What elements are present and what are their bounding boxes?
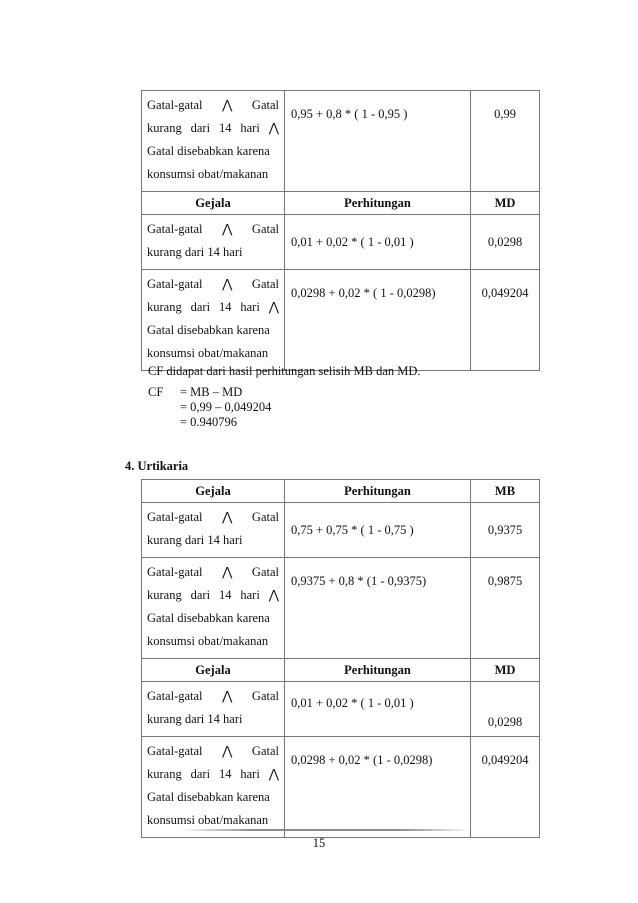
symptom-text: Gatal-gatal: [147, 98, 203, 112]
and-symbol: ⋀: [222, 744, 233, 758]
and-symbol: ⋀: [222, 98, 233, 112]
and-symbol: ⋀: [222, 689, 233, 703]
symptom-text: 14: [218, 300, 232, 314]
table-row: [142, 215, 540, 270]
header-gejala: Gejala: [142, 659, 285, 682]
and-symbol: ⋀: [268, 300, 279, 314]
and-symbol: ⋀: [222, 565, 233, 579]
table-header: [142, 192, 540, 215]
symptom-text: hari: [240, 767, 260, 781]
symptom-cell: [142, 558, 285, 659]
calc-cell: 0,9375 + 0,8 * (1 - 0,9375): [285, 558, 471, 659]
symptom-text: 14: [218, 121, 232, 135]
symptom-text: dari: [190, 121, 211, 135]
calc-cell: 0,75 + 0,75 * ( 1 - 0,75 ): [285, 503, 471, 558]
table-row: [142, 91, 540, 192]
table-header: [142, 480, 540, 503]
symptom-text: kurang: [147, 121, 182, 135]
symptom-cell: [142, 91, 285, 192]
symptom-text: Gatal: [251, 222, 279, 236]
symptom-text: Gatal disebabkan karena: [147, 611, 270, 625]
symptom-text: dari: [190, 300, 211, 314]
footer-divider: [180, 829, 472, 831]
symptom-text: Gatal: [251, 277, 279, 291]
cf-intro: CF didapat dari hasil perhitungan selisih MB dan MD.: [148, 364, 421, 378]
value-cell: 0,0298: [471, 682, 540, 737]
header-gejala: Gejala: [142, 192, 285, 215]
header-perhitungan: Perhitungan: [285, 192, 471, 215]
symptom-cell: [142, 682, 285, 737]
symptom-text: kurang: [147, 588, 182, 602]
page-number: 15: [312, 836, 326, 850]
header-md: MD: [471, 659, 540, 682]
symptom-text: konsumsi obat/makanan: [147, 634, 269, 648]
symptom-text: Gatal disebabkan karena: [147, 323, 270, 337]
header-gejala: Gejala: [142, 480, 285, 503]
table-header: [142, 659, 540, 682]
table-row: [142, 270, 540, 371]
header-mb: MB: [471, 480, 540, 503]
and-symbol: ⋀: [222, 222, 233, 236]
header-perhitungan: Perhitungan: [285, 480, 471, 503]
symptom-text: hari: [240, 121, 260, 135]
calc-cell: 0,0298 + 0,02 * (1 - 0,0298): [285, 737, 471, 838]
calc-cell: 0,95 + 0,8 * ( 1 - 0,95 ): [285, 91, 471, 192]
calc-cell: 0,0298 + 0,02 * ( 1 - 0,0298): [285, 270, 471, 371]
symptom-text: Gatal: [251, 565, 279, 579]
symptom-text: hari: [240, 300, 260, 314]
cf-line: = MB – MD: [180, 385, 243, 399]
table-row: [142, 503, 540, 558]
symptom-text: kurang: [147, 767, 182, 781]
symptom-cell: [142, 215, 285, 270]
cf-line: = 0,99 – 0,049204: [180, 400, 272, 414]
cf-label: CF: [148, 385, 164, 399]
header-md: MD: [471, 192, 540, 215]
header-perhitungan: Perhitungan: [285, 659, 471, 682]
symptom-text: hari: [240, 588, 260, 602]
symptom-text: 14: [218, 588, 232, 602]
value-cell: 0,049204: [471, 737, 540, 838]
symptom-cell: [142, 270, 285, 371]
symptom-text: kurang dari 14 hari: [147, 245, 243, 259]
symptom-text: Gatal: [251, 689, 279, 703]
table-row: [142, 558, 540, 659]
symptom-text: 14: [218, 767, 232, 781]
symptom-text: Gatal-gatal: [147, 277, 203, 291]
symptom-text: kurang dari 14 hari: [147, 712, 243, 726]
table-row: [142, 682, 540, 737]
calc-cell: 0,01 + 0,02 * ( 1 - 0,01 ): [285, 215, 471, 270]
and-symbol: ⋀: [268, 121, 279, 135]
symptom-text: Gatal disebabkan karena: [147, 144, 270, 158]
and-symbol: ⋀: [222, 510, 233, 524]
symptom-text: kurang dari 14 hari: [147, 533, 243, 547]
symptom-text: Gatal-gatal: [147, 565, 203, 579]
symptom-text: kurang: [147, 300, 182, 314]
symptom-text: Gatal-gatal: [147, 689, 203, 703]
and-symbol: ⋀: [268, 588, 279, 602]
symptom-cell: [142, 503, 285, 558]
symptom-text: dari: [190, 767, 211, 781]
urtikaria-table: [141, 479, 540, 838]
symptom-text: Gatal-gatal: [147, 510, 203, 524]
value-cell: 0,9875: [471, 558, 540, 659]
value-cell: 0,99: [471, 91, 540, 192]
symptom-text: konsumsi obat/makanan: [147, 167, 269, 181]
symptom-text: Gatal: [251, 98, 279, 112]
symptom-text: konsumsi obat/makanan: [147, 813, 269, 827]
and-symbol: ⋀: [268, 767, 279, 781]
symptom-text: konsumsi obat/makanan: [147, 346, 269, 360]
md-table-1: [141, 90, 540, 371]
symptom-text: Gatal disebabkan karena: [147, 790, 270, 804]
value-cell: 0,0298: [471, 215, 540, 270]
value-cell: 0,049204: [471, 270, 540, 371]
symptom-text: Gatal-gatal: [147, 222, 203, 236]
section-title: 4. Urtikaria: [125, 459, 189, 473]
symptom-text: dari: [190, 588, 211, 602]
value-cell: 0,9375: [471, 503, 540, 558]
and-symbol: ⋀: [222, 277, 233, 291]
cf-line: = 0.940796: [180, 415, 238, 429]
table-row: [142, 737, 540, 838]
calc-cell: 0,01 + 0,02 * ( 1 - 0,01 ): [285, 682, 471, 737]
symptom-text: Gatal-gatal: [147, 744, 203, 758]
symptom-text: Gatal: [251, 510, 279, 524]
symptom-text: Gatal: [251, 744, 279, 758]
symptom-cell: [142, 737, 285, 838]
